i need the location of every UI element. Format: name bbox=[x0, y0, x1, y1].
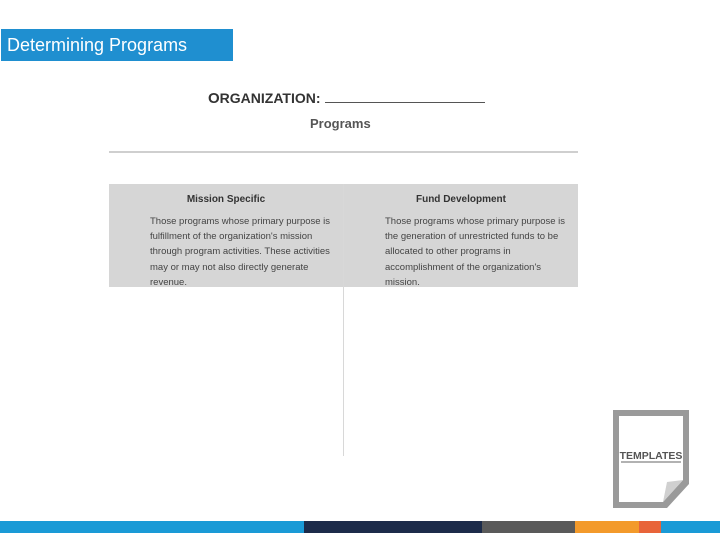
slide-title: Determining Programs bbox=[1, 29, 233, 61]
fund-development-description: Those programs whose primary purpose is the generation of unrestricted funds to be allocated to other programs in accomplishment of the organization's mission. bbox=[385, 216, 566, 288]
org-label-rest: RGANIZATION: bbox=[219, 90, 321, 106]
header-divider bbox=[109, 151, 578, 153]
org-label-initial: O bbox=[208, 90, 220, 107]
mission-specific-description: Those programs whose primary purpose is fulfillment of the organization's mission through program activities. These activities may or may not also directly generate revenue. bbox=[150, 216, 331, 288]
footer-bar-blue-left bbox=[0, 521, 304, 533]
organization-blank-line[interactable] bbox=[325, 90, 485, 103]
templates-label: TEMPLATES bbox=[619, 450, 683, 462]
footer-bar-orange bbox=[575, 521, 639, 533]
footer-bar-red bbox=[639, 521, 661, 533]
mission-specific-heading: Mission Specific bbox=[186, 194, 266, 205]
fund-development-panel bbox=[344, 184, 578, 287]
templates-icon[interactable] bbox=[613, 410, 689, 508]
mission-specific-panel bbox=[109, 184, 343, 287]
organization-field bbox=[208, 90, 488, 110]
footer-bar-gray bbox=[482, 521, 575, 533]
footer-color-bar bbox=[0, 521, 720, 533]
footer-bar-blue-right bbox=[661, 521, 720, 533]
fund-development-heading: Fund Development bbox=[415, 194, 506, 205]
programs-subtitle: Programs bbox=[310, 116, 371, 131]
footer-bar-navy bbox=[304, 521, 482, 533]
